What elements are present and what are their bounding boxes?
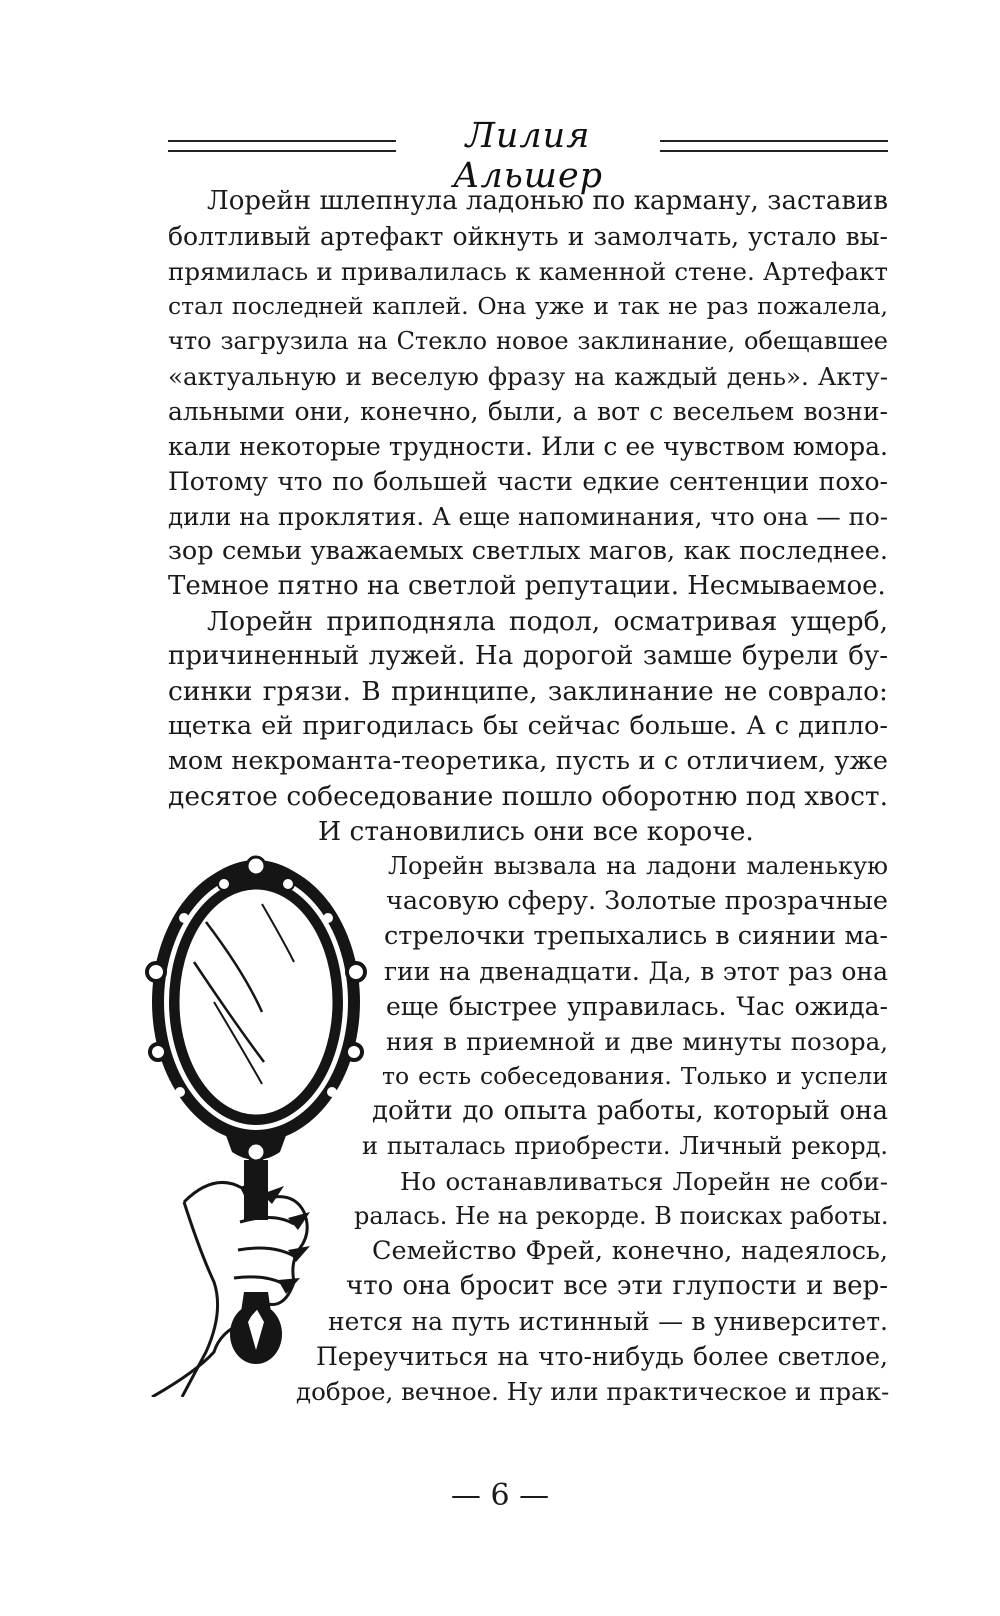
text-line: Лорейн вызвала на ладони маленькую (388, 852, 888, 880)
text-line: дойти до опыта работы, который она (372, 1096, 888, 1126)
text-line: что она бросит все эти глупости и вер- (346, 1271, 888, 1301)
text-line: гии на двенадцати. Да, в этот раз она (384, 957, 888, 986)
text-line: ралась. Не на рекорде. В поисках работы. (354, 1202, 889, 1230)
text-line: часовую сферу. Золотые прозрачные (386, 886, 888, 916)
text-line: Потому что по большей части едкие сентенции похо- (168, 467, 888, 496)
page-number: — 6 — (450, 1478, 550, 1513)
text-line: Лорейн шлепнула ладонью по карману, заставив (207, 186, 888, 216)
text-line: причиненный лужей. На дорогой замше бурели бу- (168, 641, 888, 671)
running-header (168, 112, 888, 196)
text-line: Лорейн приподняла подол, осматривая ущерб, (207, 606, 888, 637)
text-line: десятое собеседование пошло оборотню под хвост. (168, 781, 888, 812)
text-line: прямилась и привалилась к каменной стене. Артефакт (168, 257, 888, 286)
text-line: нется на путь истинный — в университет. (328, 1307, 888, 1336)
text-line: что загрузила на Стекло новое заклинание, обещавшее (168, 327, 888, 355)
text-line: еще быстрее управилась. Час ожида- (386, 992, 888, 1021)
hand-mirror-illustration (144, 852, 368, 1397)
header-rule-left (168, 140, 396, 152)
header-rule-right (660, 140, 888, 152)
text-line: болтливый артефакт ойкнуть и замолчать, устало вы- (168, 222, 888, 251)
text-line: синки грязи. В принципе, заклинание не соврало: (168, 676, 888, 707)
text-line: и пыталась приобрести. Личный рекорд. (362, 1132, 888, 1160)
text-line: доброе, вечное. Ну или практическое и прак- (296, 1377, 890, 1406)
text-line: то есть собеседования. Только и успели (382, 1062, 888, 1090)
text-line: мом некроманта-теоретика, пусть и с отличием, уже (168, 746, 888, 776)
text-line: Темное пятно на светлой репутации. Несмываемое. (168, 571, 886, 601)
text-line: стал последней каплей. Она уже и так не раз пожалела, (168, 292, 888, 320)
text-line: дили на проклятия. А еще напоминания, что она — по- (168, 502, 888, 531)
text-line: «актуальную и веселую фразу на каждый день». Акту- (168, 362, 888, 391)
text-line: ния в приемной и две минуты позора, (386, 1027, 888, 1056)
text-line: кали некоторые трудности. Или с ее чувством юмора. (168, 432, 888, 461)
text-line: Но останавливаться Лорейн не соби- (400, 1167, 888, 1196)
text-line: И становились они все короче. (318, 816, 754, 847)
header-author: Лилия Альшер (452, 116, 604, 196)
text-line: щетка ей пригодилась бы сейчас больше. А с дипло- (168, 711, 888, 741)
text-line: стрелочки трепыхались в сиянии ма- (384, 921, 888, 951)
text-line: Переучиться на что-нибудь более светлое, (316, 1342, 888, 1371)
text-line: Семейство Фрей, конечно, надеялось, (372, 1236, 888, 1266)
text-line: зор семьи уважаемых светлых магов, как последнее. (168, 536, 888, 566)
text-line: альными они, конечно, были, а вот с весельем возни- (168, 397, 888, 426)
